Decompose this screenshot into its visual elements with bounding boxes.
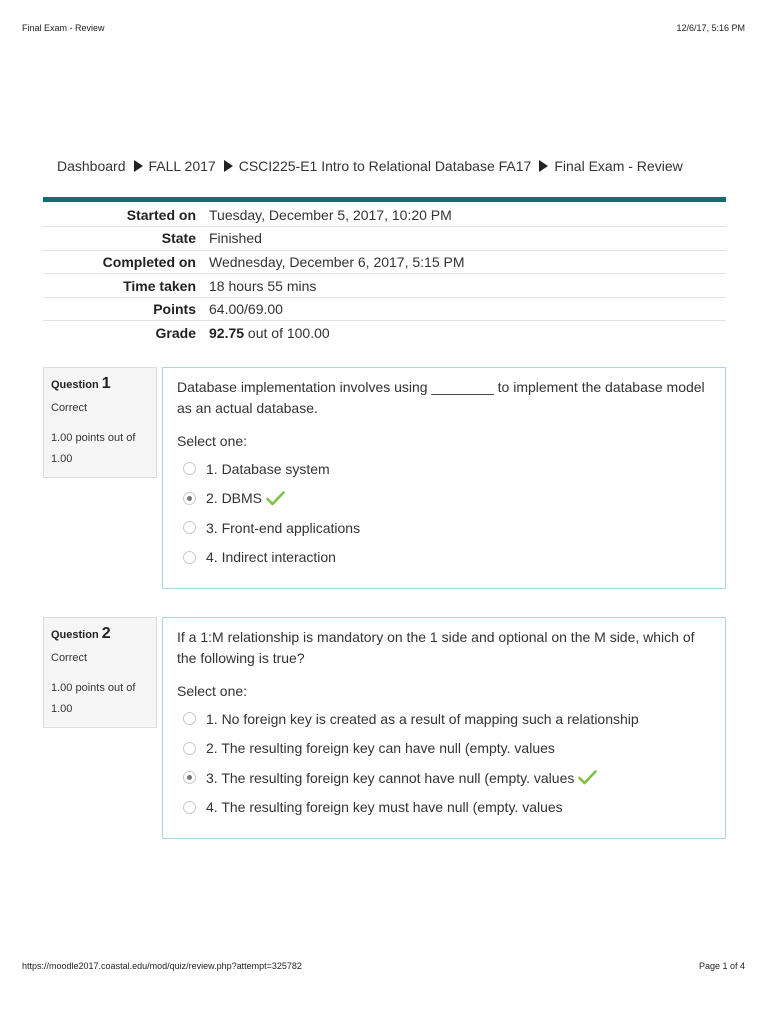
summary-value: 18 hours 55 mins: [203, 274, 726, 298]
attempt-summary-table: [43, 203, 726, 345]
question-state: Correct: [51, 652, 88, 664]
question-number: 2: [101, 625, 111, 642]
summary-accent-bar: [43, 197, 726, 202]
summary-row-grade: [43, 321, 726, 345]
checkmark-icon: [266, 491, 285, 506]
radio-button[interactable]: [183, 742, 196, 755]
summary-label: Grade: [155, 325, 196, 342]
summary-row-time-taken: [43, 274, 726, 298]
summary-row-completed: [43, 250, 726, 274]
radio-selected-dot: [187, 496, 192, 501]
triangle-right-icon: [134, 160, 143, 172]
breadcrumb-dashboard[interactable]: Dashboard: [57, 158, 126, 174]
summary-row-started: [43, 203, 726, 227]
question-2-info: [43, 617, 157, 728]
question-grade: 1.00 points out of 1.00: [51, 432, 136, 465]
summary-label: State: [43, 227, 203, 251]
grade-suffix: out of 100.00: [244, 325, 330, 342]
summary-value: Finished: [203, 227, 726, 251]
breadcrumb-course[interactable]: CSCI225-E1 Intro to Relational Database FA17: [238, 158, 532, 174]
question-1-content: [162, 367, 726, 589]
print-page-title: Final Exam - Review: [22, 23, 105, 33]
question-label: Question: [51, 629, 99, 641]
question-1-info: [43, 367, 157, 478]
answer-option[interactable]: [177, 513, 711, 543]
answer-option-label: 3. Front-end applications: [206, 519, 361, 536]
select-one-prompt: Select one:: [177, 683, 248, 699]
summary-row-points: [43, 297, 726, 321]
answer-option[interactable]: [177, 734, 711, 764]
answer-option[interactable]: [177, 454, 711, 484]
question-2-content: [162, 617, 726, 839]
answer-option-label: 3. The resulting foreign key cannot have null (empty. values: [206, 769, 575, 786]
answer-option[interactable]: [177, 763, 711, 793]
summary-label: Points: [43, 297, 203, 321]
question-text: If a 1:M relationship is mandatory on the 1 side and optional on the M side, which of the following is true?: [177, 629, 695, 666]
answer-option-label: 4. The resulting foreign key must have null (empty. values: [206, 799, 563, 816]
answer-option[interactable]: [177, 484, 711, 514]
answer-option-label: 1. Database system: [206, 460, 330, 477]
summary-label: Started on: [43, 203, 203, 227]
breadcrumb-current[interactable]: Final Exam - Review: [554, 158, 683, 174]
radio-button[interactable]: [183, 801, 196, 814]
radio-button[interactable]: [183, 551, 196, 564]
summary-label: Completed on: [43, 250, 203, 274]
question-state: Correct: [51, 402, 88, 414]
question-text: Database implementation involves using ________ to implement the database model as an actual database.: [177, 379, 705, 416]
checkmark-icon: [578, 770, 597, 785]
answer-option[interactable]: [177, 543, 711, 573]
radio-selected-dot: [187, 775, 192, 780]
print-page-number: Page 1 of 4: [698, 961, 745, 971]
triangle-right-icon: [539, 160, 548, 172]
summary-label: Time taken: [43, 274, 203, 298]
answer-option-label: 1. No foreign key is created as a result of mapping such a relationship: [206, 710, 639, 727]
answer-option[interactable]: [177, 793, 711, 823]
summary-row-state: [43, 227, 726, 251]
summary-value: 64.00/69.00: [203, 297, 726, 321]
summary-value: Tuesday, December 5, 2017, 10:20 PM: [203, 203, 726, 227]
answer-option-label: 2. The resulting foreign key can have null (empty. values: [206, 740, 555, 757]
radio-button[interactable]: [183, 712, 196, 725]
breadcrumb: [57, 158, 683, 174]
question-grade: 1.00 points out of 1.00: [51, 682, 136, 715]
triangle-right-icon: [224, 160, 233, 172]
print-datetime: 12/6/17, 5:16 PM: [676, 23, 745, 33]
summary-value: Wednesday, December 6, 2017, 5:15 PM: [203, 250, 726, 274]
breadcrumb-fall-2017[interactable]: FALL 2017: [148, 158, 216, 174]
summary-value: [203, 321, 726, 345]
radio-button-selected[interactable]: [183, 771, 196, 784]
question-label: Question: [51, 379, 99, 391]
question-number: 1: [101, 375, 111, 392]
radio-button[interactable]: [183, 521, 196, 534]
answer-option-label: 4. Indirect interaction: [206, 549, 336, 566]
answer-option[interactable]: [177, 704, 711, 734]
radio-button[interactable]: [183, 462, 196, 475]
answer-option-label: 2. DBMS: [206, 490, 263, 507]
radio-button-selected[interactable]: [183, 492, 196, 505]
print-page-url: https://moodle2017.coastal.edu/mod/quiz/review.php?attempt=325782: [22, 961, 302, 971]
grade-value: 92.75: [209, 325, 245, 342]
select-one-prompt: Select one:: [177, 433, 248, 449]
